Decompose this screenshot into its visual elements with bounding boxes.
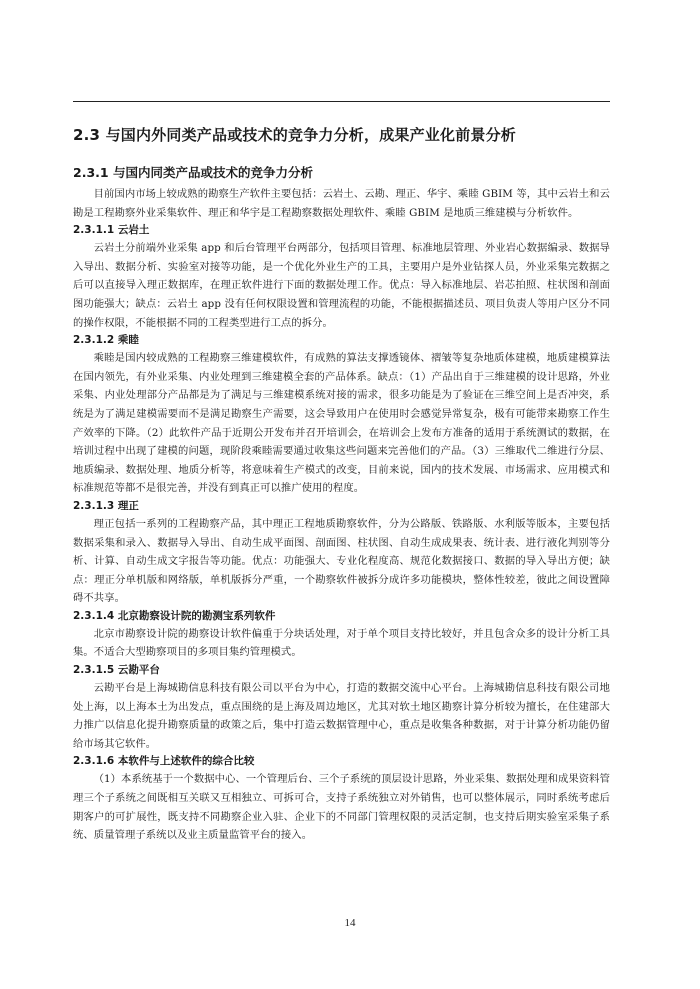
- paragraph-chengmu: 乘睦是国内较成熟的工程勘察三维建模软件，有成熟的算法支撑透镜体、褶皱等复杂地质体建模，地质建模算法在国内领先，有外业采集、内业处理到三维建模全套的产品体系。缺点：（1）产品出自于三维建模的设计思路，外业采集、内业处理部分产品都是为了满足与三维建模系统对接的需求，很多功能是为了验证在三维空间上是否冲突，系统是为了满足建模需要而不是满足勘察生产需要，这会导致用户在使用时会感觉异常复杂，极有可能带来勘察工作生产效率的下降。（2）此软件产品于近期公开发布并召开培训会，在培训会上发布方准备的适用于系统测试的数据，在培训过程中出现了建模的问题，现阶段乘睦需要通过收集这些问题来完善他们的产品。（3）三维取代二维进行分层、地质编录、数据处理、地质分析等，将意味着生产模式的改变，目前来说，国内的技术发展、市场需求、应用模式和标准规范等都不是很完善，并没有到真正可以推广使用的程度。: [73, 352, 610, 495]
- page-content: [73, 114, 610, 845]
- heading-lizheng: 2.3.1.3 理正: [73, 499, 139, 512]
- heading-kancebao: 2.3.1.4 北京勘察设计院的勘测宝系列软件: [73, 609, 276, 622]
- heading-yunkan: 2.3.1.5 云勘平台: [73, 664, 160, 677]
- section-title: 2.3 与国内外同类产品或技术的竞争力分析，成果产业化前景分析: [73, 126, 516, 144]
- heading-chengmu: 2.3.1.2 乘睦: [73, 334, 139, 347]
- paragraph-comparison: （1）本系统基于一个数据中心、一个管理后台、三个子系统的顶层设计思路，外业采集、数据处理和成果资料管理三个子系统之间既相互关联又互相独立、可拆可合，支持子系统独立对外销售，也可以整体展示，同时系统考虑后期客户的可扩展性，既支持不同勘察企业入驻、企业下的不同部门管理权限的灵活定制，也支持后期实验室采集子系统、质量管理子系统以及业主质量监管平台的接入。: [73, 773, 610, 842]
- intro-paragraph: 目前国内市场上较成熟的勘察生产软件主要包括：云岩土、云勘、理正、华宇、乘睦 GBIM 等，其中云岩土和云勘是工程勘察外业采集软件、理正和华宇是工程勘察数据处理软件、乘睦 GBIM 是地质三维建模与分析软件。: [73, 188, 610, 219]
- paragraph-lizheng: 理正包括一系列的工程勘察产品，其中理正工程地质勘察软件，分为公路版、铁路版、水利版等版本，主要包括数据采集和录入、数据导入导出、自动生成平面图、剖面图、柱状图、自动生成成果表、统计表、进行液化判别等分析、计算、自动生成文字报告等功能。优点：功能强大、专业化程度高、规范化数据接口、数据的导入导出方便；缺点：理正分单机版和网络版，单机版拆分严重，一个勘察软件被拆分成许多功能模块，整体性较差，彼此之间设置障碍不共享。: [73, 517, 610, 605]
- heading-comparison: 2.3.1.6 本软件与上述软件的综合比较: [73, 755, 255, 768]
- paragraph-kancebao: 北京市勘察设计院的勘察设计软件偏重于分块话处理，对于单个项目支持比较好，并且包含众多的设计分析工具集。不适合大型勘察项目的多项目集约管理模式。: [73, 627, 610, 659]
- paragraph-yunkan: 云勘平台是上海城勘信息科技有限公司以平台为中心，打造的数据交流中心平台。上海城勘信息科技有限公司地处上海，以上海本土为出发点，重点围绕的是上海及周边地区，尤其对软土地区勘察计算分析较为擅长，在住建部大力推广以信息化提升勘察质量的政策之后，集中打造云数据管理中心，重点是收集各种数据，对于计算分析功能仍留给市场其它软件。: [73, 682, 610, 750]
- page-number: 14: [344, 917, 356, 929]
- subsection-title: 2.3.1 与国内同类产品或技术的竞争力分析: [73, 165, 313, 180]
- header-rule: [73, 101, 610, 102]
- heading-yunyantu: 2.3.1.1 云岩土: [73, 224, 150, 237]
- paragraph-yunyantu: 云岩土分前端外业采集 app 和后台管理平台两部分，包括项目管理、标准地层管理、外业岩心数据编录、数据导入导出、数据分析、实验室对接等功能，是一个优化外业生产的工具，主要用户是外业钻探人员，外业采集完数据之后可以直接导入理正数据库，在理正软件进行下面的数据处理工作。优点：导入标准地层、岩芯拍照、柱状图和剖面图功能强大；缺点：云岩土 app 没有任何权限设置和管理流程的功能，不能根据描述员、项目负责人等用户区分不同的操作权限，不能根据不同的工程类型进行工点的拆分。: [73, 242, 610, 329]
